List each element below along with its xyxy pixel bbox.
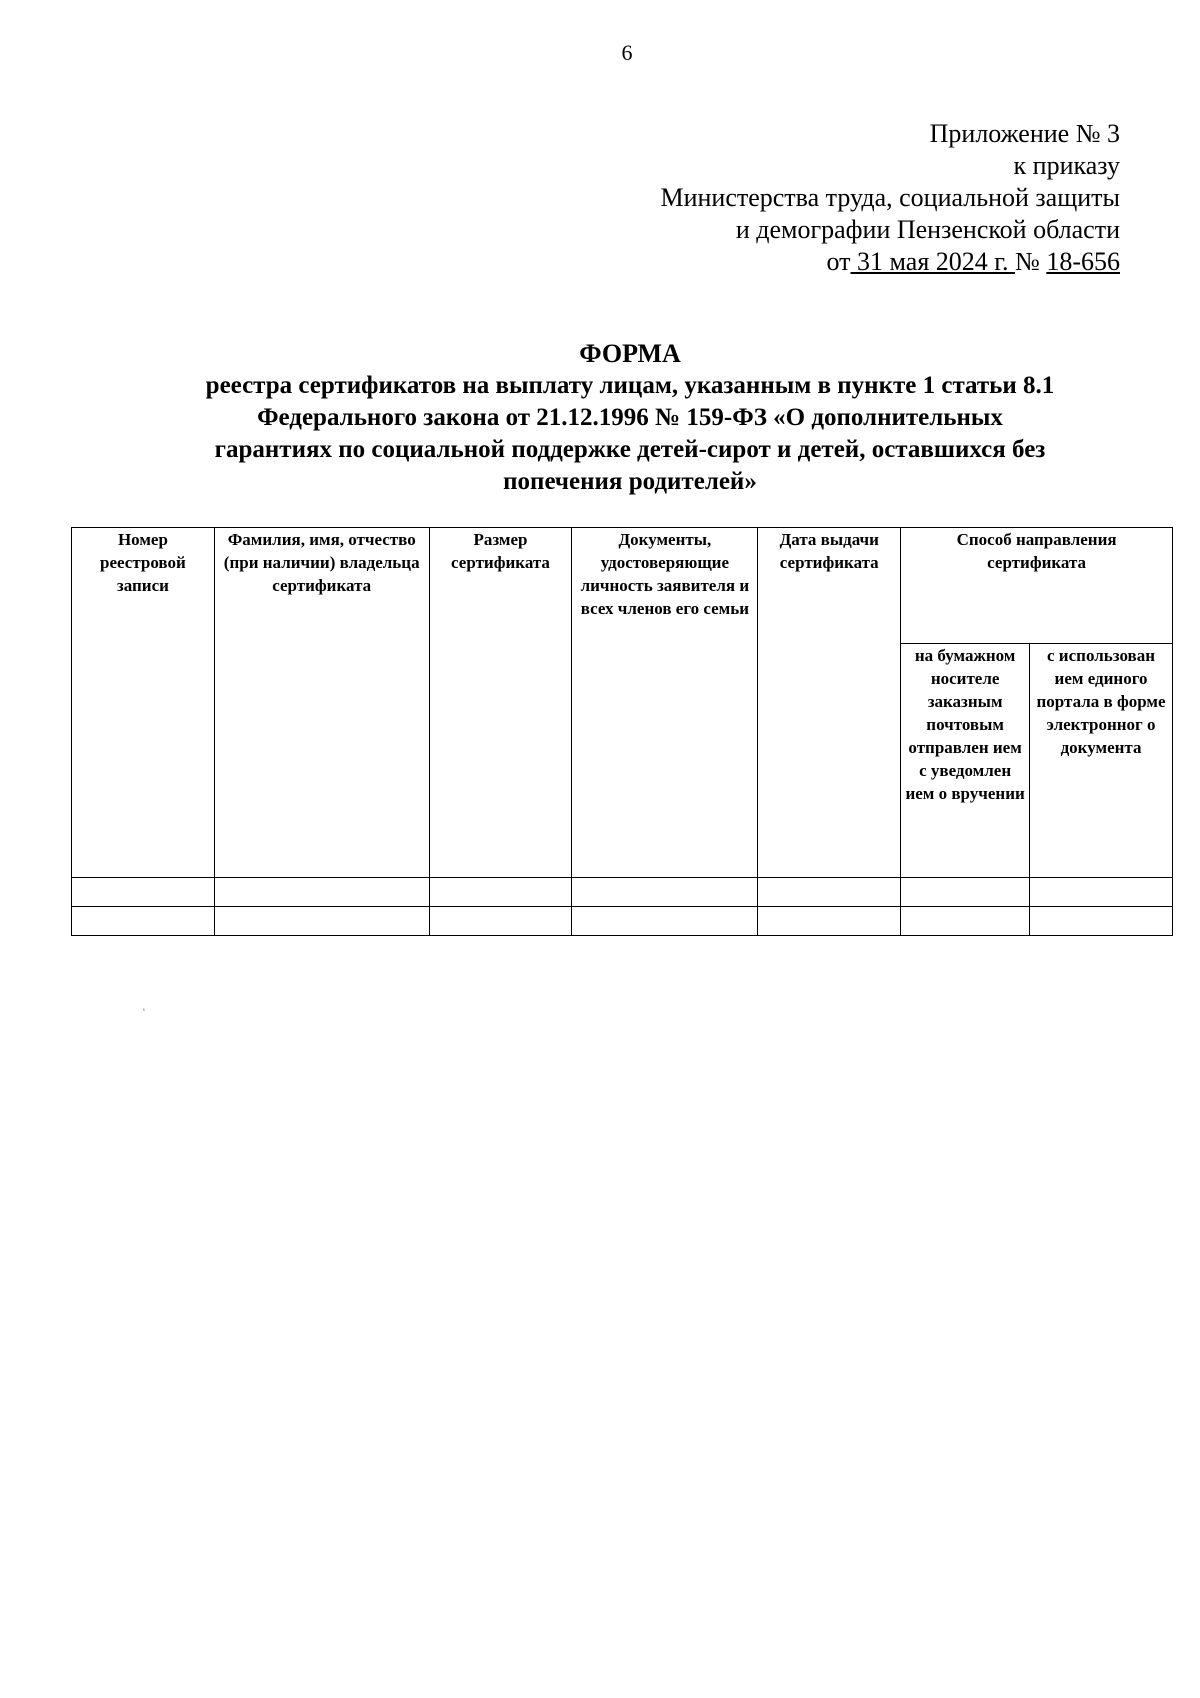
appendix-header	[660, 118, 1120, 278]
header-owner-name: Фамилия, имя, отчество (при наличии) владельца сертификата	[214, 528, 429, 878]
form-title-line: гарантиях по социальной поддержке детей-сирот и детей, оставшихся без	[214, 436, 1046, 463]
table-row	[72, 878, 1173, 907]
date-prefix: от	[826, 247, 851, 276]
table-cell[interactable]	[214, 907, 429, 936]
order-date: 31 мая 2024 г.	[850, 247, 1016, 276]
table-cell[interactable]	[72, 907, 215, 936]
header-delivery-method: Способ направления сертификата	[901, 528, 1173, 644]
table-cell[interactable]	[758, 878, 901, 907]
appendix-line: Министерства труда, социальной защиты	[660, 183, 1120, 212]
form-title-line: Федерального закона от 21.12.1996 № 159-ФЗ «О дополнительных	[257, 404, 1003, 431]
order-date-line	[660, 246, 1120, 278]
header-certificate-amount: Размер сертификата	[429, 528, 572, 878]
table-cell[interactable]	[1030, 907, 1173, 936]
registry-table	[71, 527, 1173, 936]
table-cell[interactable]	[429, 878, 572, 907]
header-delivery-portal: с использован ием единого портала в форме электронног о документа	[1030, 644, 1173, 878]
table-cell[interactable]	[1030, 878, 1173, 907]
appendix-line: и демографии Пензенской области	[735, 215, 1120, 244]
order-number: 18-656	[1046, 247, 1120, 276]
header-record-number: Номер реестровой записи	[72, 528, 215, 878]
form-title-line: реестра сертификатов на выплату лицам, указанным в пункте 1 статьи 8.1	[205, 372, 1055, 399]
table-cell[interactable]	[72, 878, 215, 907]
header-issue-date: Дата выдачи сертификата	[758, 528, 901, 878]
appendix-line: к приказу	[1013, 151, 1120, 180]
form-title-line: попечения родителей»	[503, 468, 757, 495]
header-identity-documents: Документы, удостоверяющие личность заявителя и всех членов его семьи	[572, 528, 758, 878]
table-cell[interactable]	[572, 878, 758, 907]
table-row	[72, 907, 1173, 936]
page-number: 6	[621, 40, 633, 65]
table-cell[interactable]	[901, 907, 1030, 936]
form-heading: ФОРМА	[579, 339, 681, 368]
table-cell[interactable]	[901, 878, 1030, 907]
table-cell[interactable]	[429, 907, 572, 936]
form-title	[120, 338, 1140, 498]
stray-mark: ˢ	[143, 1006, 145, 1015]
header-delivery-paper: на бумажном носителе заказным почтовым отправлен ием с уведомлен ием о вручении	[901, 644, 1030, 878]
appendix-line: Приложение № 3	[929, 119, 1120, 148]
table-cell[interactable]	[214, 878, 429, 907]
table-cell[interactable]	[572, 907, 758, 936]
table-cell[interactable]	[758, 907, 901, 936]
number-sign: №	[1015, 247, 1047, 276]
